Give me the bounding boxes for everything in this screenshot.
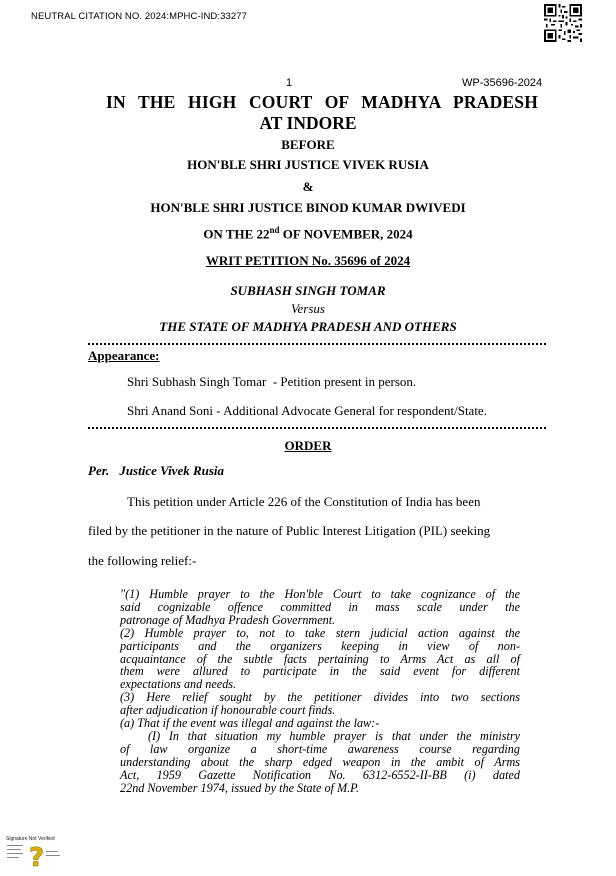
before-label: BEFORE — [281, 137, 335, 152]
order-heading: ORDER — [284, 438, 332, 453]
digital-signature-stamp — [6, 836, 64, 870]
quote-line: of law organize a short-time awareness course regarding — [120, 741, 520, 756]
appearance-respondent: Shri Anand Soni - Additional Advocate General for respondent/State. — [127, 403, 487, 418]
quote-line: (3) Here relief sought by the petitioner divides into two sections — [120, 690, 520, 705]
signature-question-icon — [6, 836, 64, 870]
per-label: Per. — [88, 463, 110, 478]
order-body-line: This petition under Article 226 of the Constitution of India has been — [127, 494, 481, 509]
case-reference: WP-35696-2024 — [462, 77, 543, 89]
petitioner-name: SUBHASH SINGH TOMAR — [230, 283, 386, 298]
order-body-line: filed by the petitioner in the nature of Public Interest Litigation (PIL) seeking — [88, 523, 491, 538]
quote-line: (a) That if the event was illegal and against the law:- — [120, 716, 380, 731]
quote-line: them were allured to participate in the said event for different — [120, 664, 520, 679]
quote-line: patronage of Madhya Pradesh Government. — [120, 612, 336, 627]
quote-line: (2) Humble prayer to, not to take stern judicial action against the — [120, 625, 520, 640]
respondent-name: THE STATE OF MADHYA PRADESH AND OTHERS — [159, 319, 457, 334]
court-word: COURT — [248, 92, 313, 112]
date-prefix: ON THE 22 — [203, 226, 270, 242]
court-word: HIGH — [188, 92, 237, 112]
court-word: MADHYA — [361, 92, 441, 112]
order-body-line: the following relief:- — [88, 553, 197, 568]
svg-text:?: ? — [29, 843, 45, 870]
versus-label: Versus — [291, 301, 325, 316]
writ-petition-number: WRIT PETITION No. 35696 of 2024 — [205, 253, 411, 268]
quote-line: expectations and needs. — [120, 677, 237, 692]
appearance-heading: Appearance: — [88, 348, 160, 363]
date-suffix: OF NOVEMBER, 2024 — [279, 226, 413, 242]
quote-line: participants and the organizers keeping in view of non- — [120, 638, 520, 653]
signature-status: Signature Not Verified — [6, 836, 55, 842]
quote-line: acquaintance of the subtle facts pertaining to Arms Act as all of — [120, 651, 520, 666]
court-word: OF — [324, 92, 349, 112]
per-judge-name: Justice Vivek Rusia — [119, 463, 225, 478]
dotted-divider — [88, 343, 546, 345]
quote-line: after adjudication if honourable court finds. — [120, 703, 336, 718]
appearance-petitioner: Shri Subhash Singh Tomar - Petition present in person. — [127, 374, 417, 389]
dotted-divider — [88, 427, 546, 429]
court-word: PRADESH — [453, 92, 539, 112]
court-title-line2: AT INDORE — [259, 113, 357, 133]
judge-2: HON'BLE SHRI JUSTICE BINOD KUMAR DWIVEDI — [150, 200, 466, 215]
quote-line: Act, 1959 Gazette Notification No. 6312-6552-II-BB (i) dated — [120, 767, 520, 782]
per-judge — [88, 463, 224, 479]
quote-line: "(1) Humble prayer to the Hon'ble Court to take cognizance of the — [120, 587, 520, 601]
judge-1: HON'BLE SHRI JUSTICE VIVEK RUSIA — [187, 157, 429, 172]
quote-line: said cognizable offence committed in mass scale under the — [120, 599, 520, 614]
court-word: THE — [138, 92, 176, 112]
neutral-citation: NEUTRAL CITATION NO. 2024:MPHC-IND:33277 — [31, 11, 248, 22]
quote-line: (I) In that situation my humble prayer is that under the ministry — [148, 728, 520, 743]
relief-quote — [120, 588, 520, 795]
page-number: 1 — [286, 77, 293, 89]
quote-line: 22nd November 1974, issued by the State of M.P. — [120, 780, 360, 795]
hearing-date — [0, 225, 616, 242]
date-superscript: nd — [269, 225, 280, 235]
court-word: IN — [106, 92, 126, 112]
court-title-line1 — [106, 92, 538, 113]
quote-line: understanding about the sharp edged weapon in the ambit of Arms — [120, 754, 520, 769]
ampersand: & — [302, 179, 314, 194]
qr-code-icon — [544, 4, 582, 42]
